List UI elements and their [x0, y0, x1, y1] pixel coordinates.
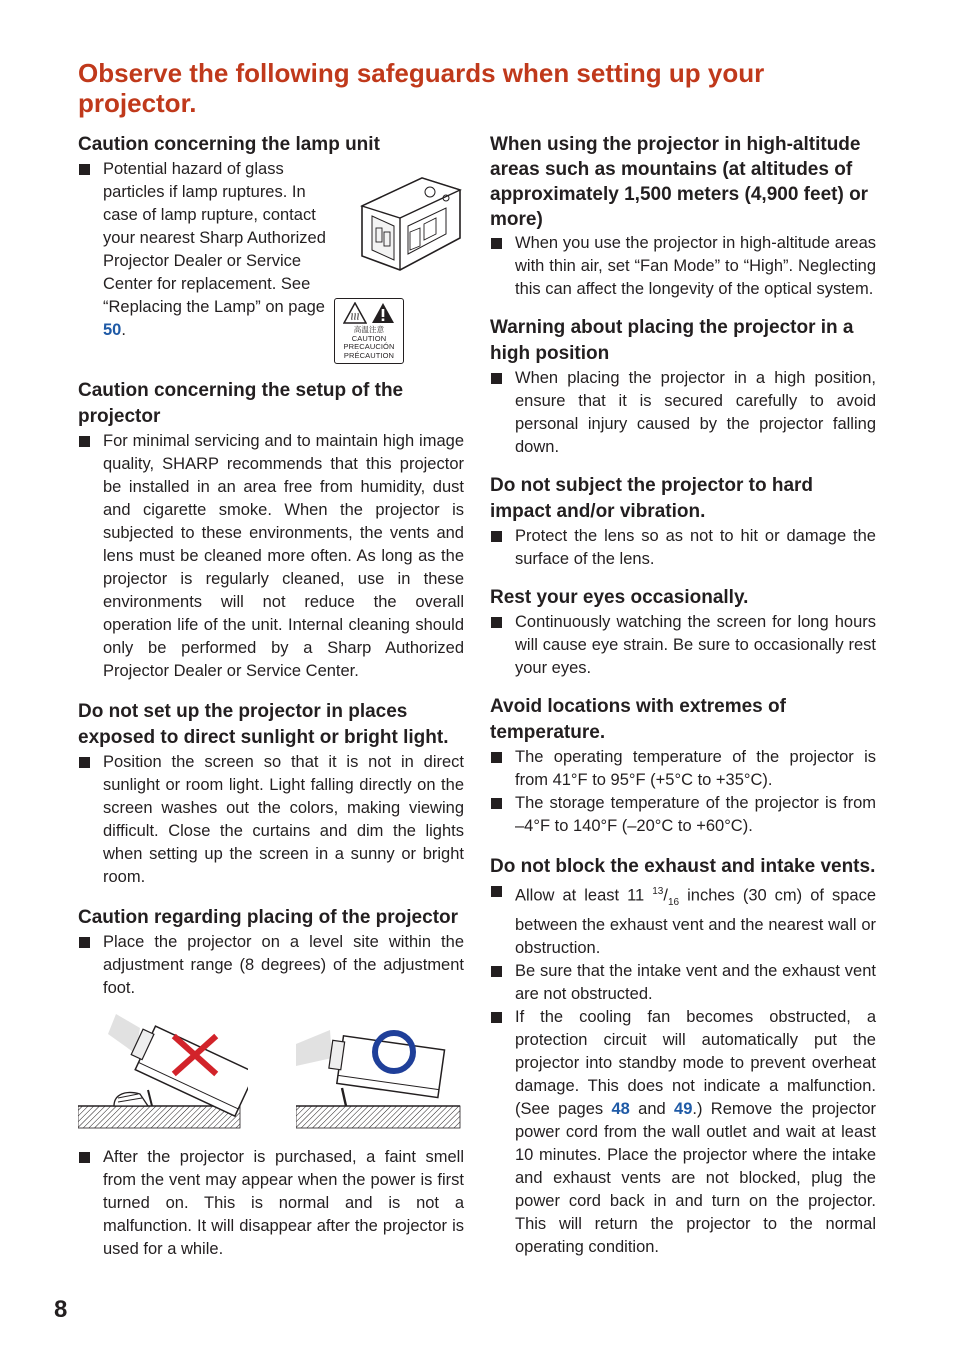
heading-setup: Caution concerning the setup of the projector [78, 380, 404, 427]
list-item: The storage temperature of the projector is from –4°F to 140°F (–20°C to +60°C). [490, 792, 876, 838]
page-link-50[interactable]: 50 [103, 321, 122, 339]
heading-lamp-unit: Caution concerning the lamp unit [78, 134, 380, 155]
list-item: Allow at least 11 $^{13}/_{16}$ inches (30 cm) of space between the exhaust vent and the nearest wall or obstruction. [490, 880, 876, 960]
right-column [490, 132, 876, 1259]
heading-high-position: Warning about placing the projector in a high position [490, 317, 854, 364]
hot-surface-warning-icon [343, 302, 367, 324]
heading-temperature: Avoid locations with extremes of temperature. [490, 696, 786, 743]
page-link-49[interactable]: 49 [674, 1099, 693, 1118]
caution-label [334, 298, 404, 364]
list-item: Protect the lens so as not to hit or damage the surface of the lens. [490, 525, 876, 571]
list-item: Potential hazard of glass particles if lamp ruptures. In case of lamp rupture, contact your nearest Sharp Authorized Projector Dealer or Service Center for replacement. See “Replacing the Lamp” on page 50. [78, 158, 464, 342]
section-lamp-unit [78, 132, 464, 360]
lamp-figure [343, 168, 462, 360]
section-impact [490, 473, 876, 571]
list-item: When you use the projector in high-altitude areas with thin air, set “Fan Mode” to “High”. Neglecting this can affect the longevity of the optical system. [490, 232, 876, 301]
section-placing [78, 905, 464, 1261]
section-altitude [490, 132, 876, 301]
page-link-48[interactable]: 48 [611, 1099, 630, 1118]
list-item: The operating temperature of the projector is from 41°F to 95°F (+5°C to +35°C). [490, 746, 876, 792]
heading-placing: Caution regarding placing of the projector [78, 907, 459, 928]
caution-label-cjk: 高温注意 [353, 325, 385, 334]
section-sunlight [78, 699, 464, 889]
section-eyes [490, 585, 876, 680]
section-high-position [490, 315, 876, 459]
list-item: Continuously watching the screen for long hours will cause eye strain. Be sure to occasionally rest your eyes. [490, 611, 876, 680]
page-number: 8 [54, 1296, 68, 1323]
heading-altitude: When using the projector in high-altitude areas such as mountains (at altitudes of approximately 1,500 meters (4,900 feet) or more) [490, 134, 869, 230]
heading-vents: Do not block the exhaust and intake vents. [490, 856, 876, 877]
lamp-unit-illustration [350, 168, 462, 288]
incorrect-placement-illustration [78, 1014, 248, 1132]
caution-label-es: PRECAUCIÓN [343, 342, 395, 351]
placement-figures [78, 1014, 464, 1132]
list-item: After the projector is purchased, a faint smell from the vent may appear when the power is first turned on. This is normal and is not a malfunction. It will disappear after the projector is used for a while. [78, 1146, 464, 1261]
fraction-denominator: 16 [667, 896, 680, 908]
section-temperature [490, 694, 876, 838]
correct-placement-illustration [296, 1014, 466, 1132]
list-item: When placing the projector in a high position, ensure that it is secured carefully to avoid personal injury caused by the projector falling down. [490, 367, 876, 459]
heading-eyes: Rest your eyes occasionally. [490, 587, 749, 608]
exclamation-warning-icon [371, 302, 395, 324]
left-column [78, 132, 464, 1261]
page-title: Observe the following safeguards when setting up your projector. [78, 58, 765, 118]
caution-label-fr: PRÉCAUTION [343, 350, 395, 360]
heading-sunlight: Do not set up the projector in places exposed to direct sunlight or bright light. [78, 701, 449, 748]
fraction-numerator: 13 [652, 886, 664, 897]
list-item: Be sure that the intake vent and the exhaust vent are not obstructed. [490, 960, 876, 1006]
list-item: For minimal servicing and to maintain high image quality, SHARP recommends that this projector be installed in an area free from humidity, dust and cigarette smoke. When the projector is subjected to these environments, the vents and lens must be cleaned more often. As long as the projector is regularly cleaned, use in these environments will not reduce the overall operation life of the unit. Internal cleaning should only be performed by a Sharp Authorized Projector Dealer or Service Center. [78, 430, 464, 683]
caution-label-en: CAUTION [351, 333, 387, 343]
list-item: If the cooling fan becomes obstructed, a protection circuit will automatically put the projector into standby mode to prevent overheat damage. This does not indicate a malfunction. (See pages 48 and 49.) Remove the projector power cord from the wall outlet and wait at least 10 minutes. Place the projector where the intake and exhaust vents are not blocked, plug the power cord back in and turn on the projector. This will return the projector to the normal operating condition. [490, 1006, 876, 1259]
section-vents [490, 854, 876, 1259]
section-setup [78, 378, 464, 683]
heading-impact: Do not subject the projector to hard impact and/or vibration. [490, 475, 814, 522]
list-item: Place the projector on a level site within the adjustment range (8 degrees) of the adjustment foot. [78, 931, 464, 1000]
list-item: Position the screen so that it is not in direct sunlight or room light. Light falling directly on the screen washes out the colors, making viewing difficult. Close the curtains and dim the lights when setting up the screen in a sunny or bright room. [78, 751, 464, 889]
